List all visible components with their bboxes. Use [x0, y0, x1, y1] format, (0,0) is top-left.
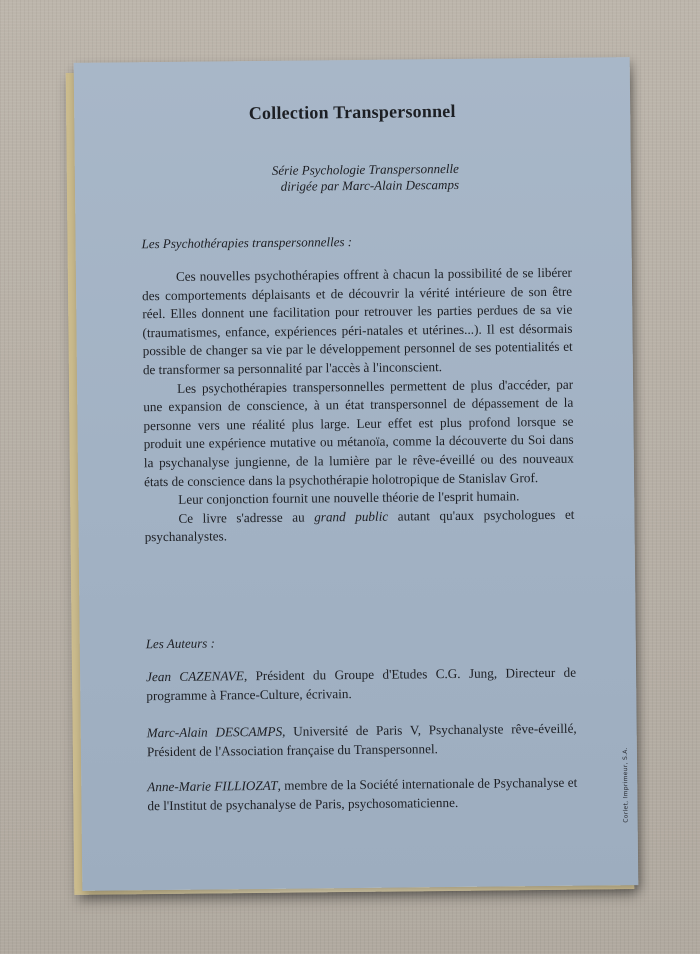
paragraph-2: Les psychothérapies transpersonnelles permettent de plus d'accéder, par une expansion de conscience, à un état transpersonnel de dépassement de la personne vers une réalité plus large. Leur effet est plus profond lorsque se produit une expérience mutative ou métanoïa, comme la découverte du Soi dans la psychanalyse jungienne, de la lumière par le rêve-éveillé ou des nouveaux états de conscience dans la psychothérapie holotropique de Stanislav Grof.: [143, 376, 574, 489]
grand-public-emphasis: grand public: [314, 508, 389, 525]
paragraph-4-start: Ce livre s'adresse au: [178, 509, 315, 526]
serie-line-1: Série Psychologie Transpersonnelle: [271, 160, 459, 178]
author-2-description: , Université de Paris V, Psychanalyste rêve-éveillé, Président de l'Association française du Transpersonnel.: [146, 720, 577, 759]
author-1-name: Jean CAZENAVE: [146, 668, 244, 685]
printer-credit: Corlet, Imprimeur, S.A.: [621, 747, 630, 823]
section-heading-authors: Les Auteurs :: [145, 635, 215, 652]
collection-title: Collection Transpersonnel: [248, 100, 456, 124]
author-2-name: Marc-Alain DESCAMPS: [146, 723, 283, 741]
description-text: [142, 264, 575, 547]
paragraph-3: Leur conjonction fournit une nouvelle théorie de l'esprit humain.: [178, 488, 520, 507]
paragraph-1: Ces nouvelles psychothérapies offrent à chacun la possibilité de se libérer des comportements déplaisants et de découvrir la vérité intérieure de son être réel. Elles donnent une facilitation pour retrouver les parties perdues de sa vie (traumatismes, enfance, expériences péri-natales et utérines...). Il est désormais possible de changer sa vie par le développement personnel de ses potentialités et de transformer sa personnalité par l'accès à l'inconscient.: [142, 264, 573, 378]
book-back-cover: [74, 57, 639, 891]
serie-line-2: dirigée par Marc-Alain Descamps: [280, 176, 460, 194]
author-3-description: , membre de la Société internationale de Psychanalyse et de l'Institut de psychanalyse de Paris, psychosomaticienne.: [147, 774, 578, 813]
paragraph-4: [144, 505, 574, 547]
paragraph-4-end: autant qu'aux psychologues et psychanalystes.: [144, 506, 575, 545]
author-entry-2: [147, 720, 577, 762]
author-entry-3: [147, 774, 577, 816]
serie-info: [272, 161, 459, 195]
author-3-name: Anne-Marie FILLIOZAT: [147, 777, 278, 795]
author-entry-1: [146, 664, 576, 706]
section-heading-psychotherapies: Les Psychothérapies transpersonnelles :: [141, 234, 353, 252]
author-1-description: , Président du Groupe d'Etudes C.G. Jung, Directeur de programme à France-Culture, écrivain.: [146, 664, 577, 703]
